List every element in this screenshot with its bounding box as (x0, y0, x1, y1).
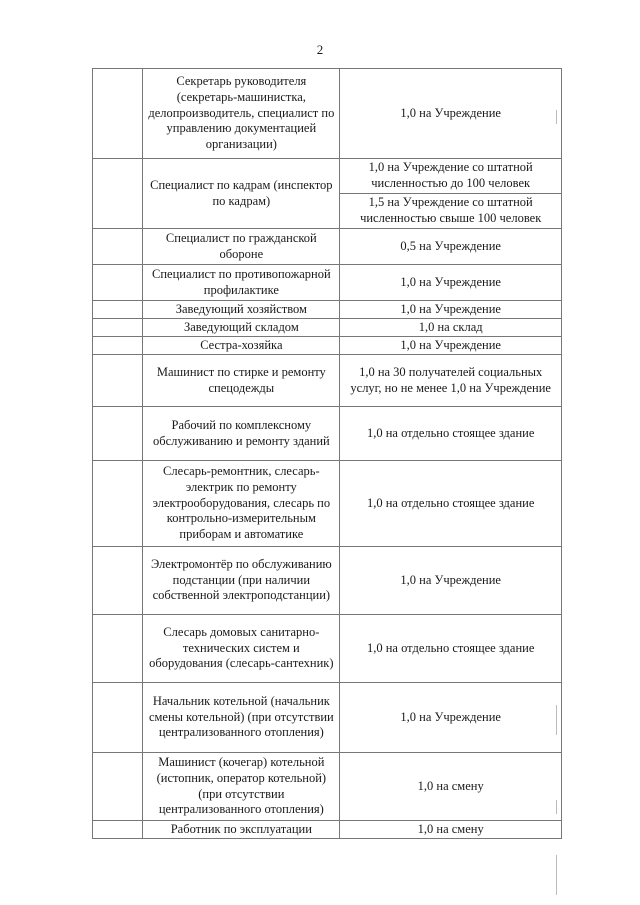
position-cell: Заведующий хозяйством (143, 301, 340, 319)
table-row (93, 615, 562, 683)
position-cell: Электромонтёр по обслуживанию подстанции (при наличии собственной электроподстанции) (143, 547, 340, 615)
staff-norm-cell: 0,5 на Учреждение (340, 229, 562, 265)
scan-mark (556, 705, 557, 735)
position-cell: Начальник котельной (начальник смены котельной) (при отсутствии централизованного отопления) (143, 683, 340, 753)
row-number-cell (93, 319, 143, 337)
staff-norm-cell: 1,0 на Учреждение (340, 265, 562, 301)
staff-norm-cell: 1,5 на Учреждение со штатной численностью свыше 100 человек (340, 194, 562, 229)
table-row (93, 229, 562, 265)
table-row (93, 337, 562, 355)
scan-mark (556, 800, 557, 814)
table-row (93, 159, 562, 194)
position-cell: Работник по эксплуатации (143, 821, 340, 839)
staff-norm-cell: 1,0 на Учреждение (340, 337, 562, 355)
position-cell: Рабочий по комплексному обслуживанию и ремонту зданий (143, 407, 340, 461)
position-cell: Слесарь-ремонтник, слесарь-электрик по ремонту электрооборудования, слесарь по контрольно-измерительным приборам и автоматике (143, 461, 340, 547)
staffing-table (92, 68, 562, 839)
table-row (93, 355, 562, 407)
position-cell: Специалист по гражданской обороне (143, 229, 340, 265)
staff-norm-cell: 1,0 на отдельно стоящее здание (340, 461, 562, 547)
position-cell: Сестра-хозяйка (143, 337, 340, 355)
staff-norm-cell: 1,0 на отдельно стоящее здание (340, 407, 562, 461)
row-number-cell (93, 615, 143, 683)
position-cell: Слесарь домовых санитарно-технических систем и оборудования (слесарь-сантехник) (143, 615, 340, 683)
staff-norm-cell: 1,0 на Учреждение (340, 301, 562, 319)
staff-norm-cell: 1,0 на Учреждение (340, 547, 562, 615)
position-cell: Специалист по противопожарной профилактике (143, 265, 340, 301)
table-row (93, 821, 562, 839)
page-number: 2 (316, 42, 324, 57)
table-row (93, 547, 562, 615)
staff-norm-cell: 1,0 на смену (340, 753, 562, 821)
table-row (93, 301, 562, 319)
row-number-cell (93, 407, 143, 461)
row-number-cell (93, 547, 143, 615)
position-cell: Секретарь руководителя (секретарь-машинистка, делопроизводитель, специалист по управлению документацией организации) (143, 69, 340, 159)
position-cell: Машинист по стирке и ремонту спецодежды (143, 355, 340, 407)
table-row (93, 407, 562, 461)
table-row (93, 683, 562, 753)
row-number-cell (93, 337, 143, 355)
row-number-cell (93, 265, 143, 301)
staff-norm-cell: 1,0 на смену (340, 821, 562, 839)
table-row (93, 69, 562, 159)
row-number-cell (93, 355, 143, 407)
position-cell: Специалист по кадрам (инспектор по кадрам) (143, 159, 340, 229)
row-number-cell (93, 461, 143, 547)
position-cell: Машинист (кочегар) котельной (истопник, оператор котельной) (при отсутствии централизованного отопления) (143, 753, 340, 821)
staff-norm-cell: 1,0 на Учреждение со штатной численностью до 100 человек (340, 159, 562, 194)
staff-norm-cell: 1,0 на 30 получателей социальных услуг, но не менее 1,0 на Учреждение (340, 355, 562, 407)
row-number-cell (93, 301, 143, 319)
scan-mark (556, 855, 557, 895)
row-number-cell (93, 69, 143, 159)
staff-norm-cell: 1,0 на склад (340, 319, 562, 337)
table-row (93, 753, 562, 821)
row-number-cell (93, 821, 143, 839)
table-row (93, 319, 562, 337)
row-number-cell (93, 683, 143, 753)
row-number-cell (93, 753, 143, 821)
staff-norm-cell: 1,0 на отдельно стоящее здание (340, 615, 562, 683)
staff-norm-cell: 1,0 на Учреждение (340, 683, 562, 753)
row-number-cell (93, 159, 143, 229)
scan-mark (556, 110, 557, 124)
staff-norm-cell: 1,0 на Учреждение (340, 69, 562, 159)
position-cell: Заведующий складом (143, 319, 340, 337)
table-row (93, 461, 562, 547)
table-row (93, 265, 562, 301)
row-number-cell (93, 229, 143, 265)
